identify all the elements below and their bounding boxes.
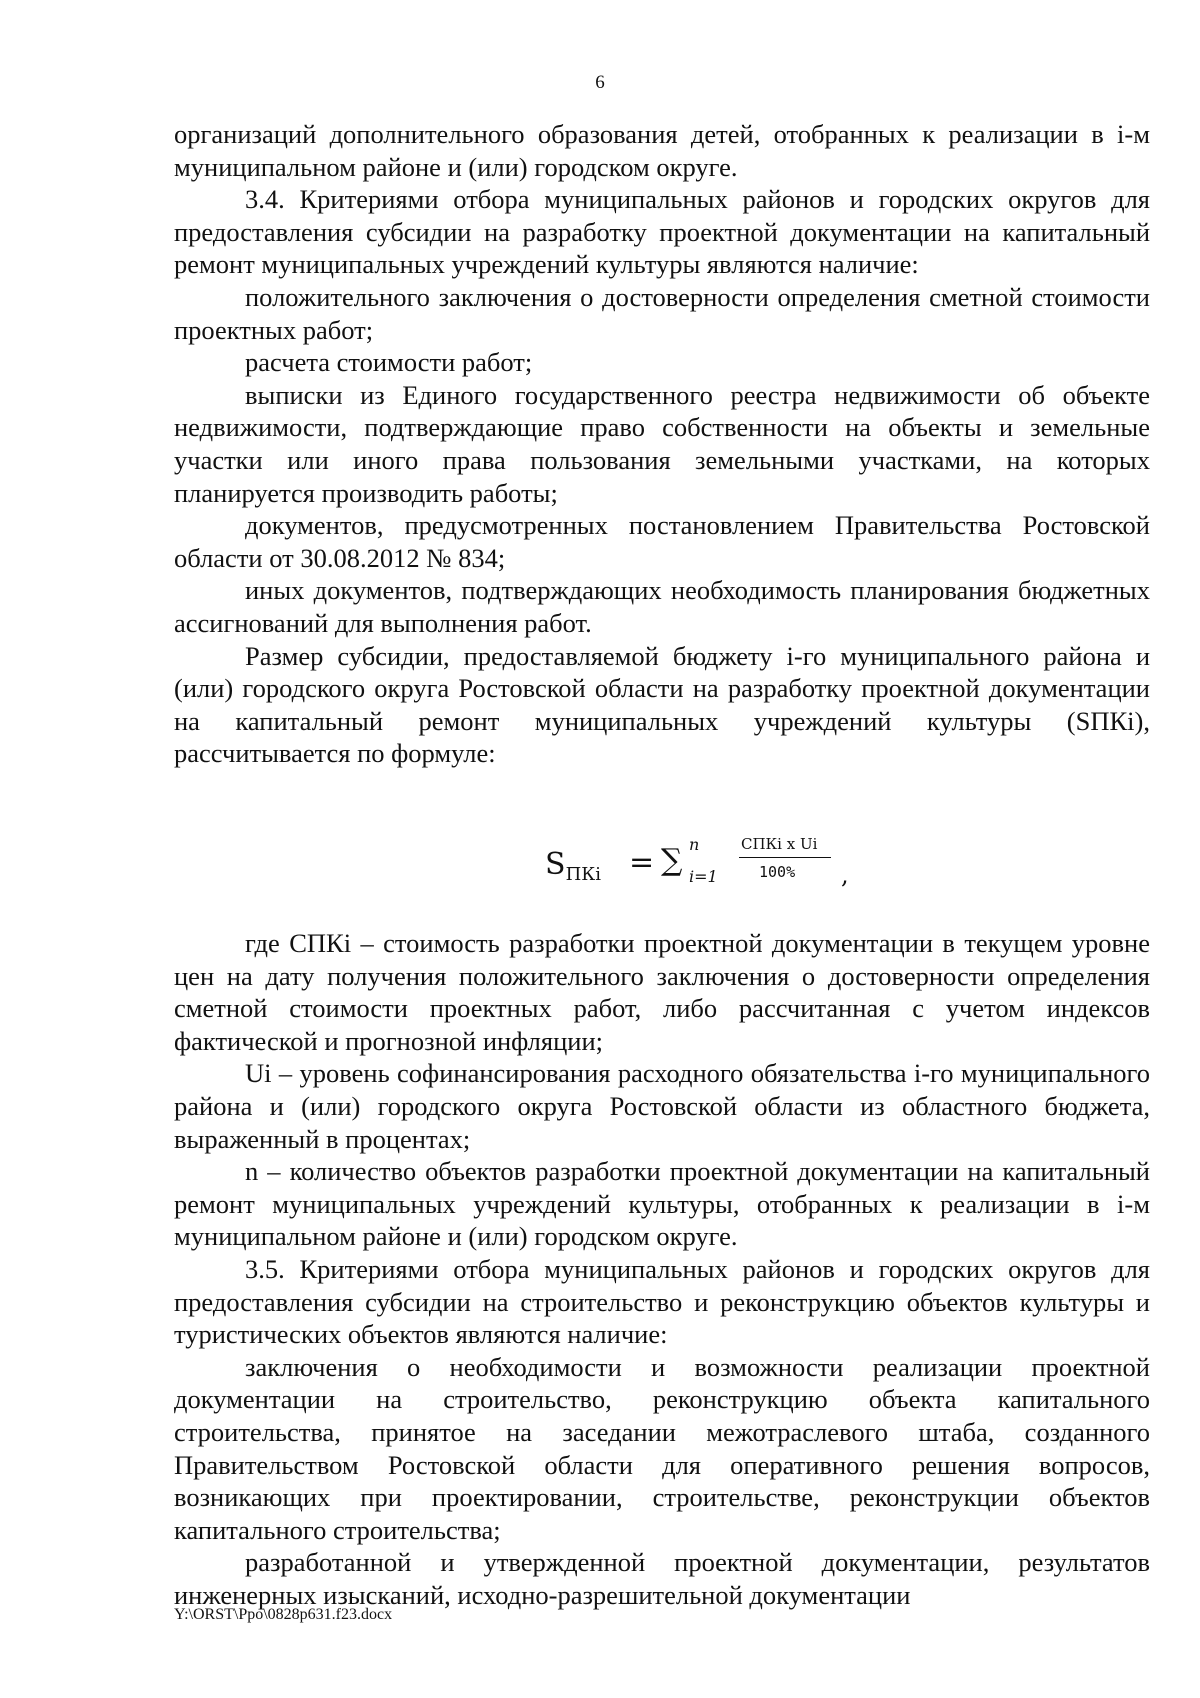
formula-trailing-comma: , (841, 861, 849, 889)
body-text-top (174, 118, 1150, 770)
paragraph-continuation: организаций дополнительного образования детей, отобранных к реализации в i-м муниципальном районе и (или) городском округе. (174, 119, 1150, 182)
formula-fraction-bar (739, 857, 831, 858)
list-item-positive-conclusion: положительного заключения о достоверности определения сметной стоимости проектных работ; (174, 281, 1150, 345)
list-item-resolution-documents: документов, предусмотренных постановлением Правительства Ростовской области от 30.08.2012 № 834; (174, 510, 1150, 573)
formula-sum-sign: ∑ (661, 843, 683, 878)
paragraph-3-4: 3.4. Критериями отбора муниципальных районов и городских округов для предоставления субсидии на разработку проектной документации на капитальный ремонт муниципальных учреждений культуры являются наличие: (174, 184, 1150, 280)
formula-sum-lower-limit: i=1 (689, 867, 718, 886)
formula-lhs-subscript: ПКi (565, 864, 601, 885)
formula-numerator: CПКi x Ui (741, 835, 818, 853)
list-item-cost-calculation: расчета стоимости работ; (245, 347, 533, 378)
body-text-bottom (174, 927, 1150, 1611)
paragraph-subsidy-size: Размер субсидии, предоставляемой бюджету i-го муниципального района и (или) городского округа Ростовской области на разработку проектной документации на капитальный ремонт муниципальных учреждений культуры (SПКi), рассчитывается по формуле: (174, 640, 1150, 769)
formula-lhs: $S_{ПКi}$ (545, 847, 601, 885)
definition-cofinancing: Ui – уровень софинансирования расходного обязательства i-го муниципального района и (или) городского округа Ростовской области из областного бюджета, выраженный в процентах; (174, 1058, 1150, 1154)
formula-denominator: 100% (759, 863, 796, 881)
list-item-project-documentation: разработанной и утвержденной проектной документации, результатов инженерных изысканий, исходно-разрешительной документации (174, 1547, 1150, 1610)
definition-cost: где CПКi – стоимость разработки проектной документации в текущем уровне цен на дату получения положительного заключения о достоверности определения сметной стоимости проектных работ, либо рассчитанная с учетом индексов фактической и прогнозной инфляции; (174, 928, 1150, 1056)
definition-count: n – количество объектов разработки проектной документации на капитальный ремонт муниципальных учреждений культуры, отобранных к реализации в i-м муниципальном районе и (или) городском округе. (174, 1156, 1150, 1252)
footer-file-path: Y:\ORST\Ppo\0828p631.f23.docx (174, 1606, 393, 1623)
list-item-other-documents: иных документов, подтверждающих необходимость планирования бюджетных ассигнований для выполнения работ. (174, 575, 1150, 638)
formula-equals: = (629, 845, 655, 880)
page-number: 6 (595, 72, 605, 93)
paragraph-3-5: 3.5. Критериями отбора муниципальных районов и городских округов для предоставления субсидии на строительство и реконструкцию объектов культуры и туристических объектов являются наличие: (174, 1253, 1150, 1350)
list-item-registry-extract: выписки из Единого государственного реестра недвижимости об объекте недвижимости, подтверждающие право собственности на объекты и земельные участки или иного права пользования земельными участками, на которых планируется производить работы; (174, 379, 1150, 508)
list-item-headquarters-conclusion: заключения о необходимости и возможности реализации проектной документации на строительство, реконструкцию объекта капитального строительства, принятое на заседании межотраслевого штаба, созданного Правительством Ростовской области для оперативного решения вопросов, возникающих при проектировании, строительстве, реконструкции объектов капитального строительства; (174, 1351, 1150, 1545)
formula-sum-upper-limit: n (689, 835, 700, 854)
